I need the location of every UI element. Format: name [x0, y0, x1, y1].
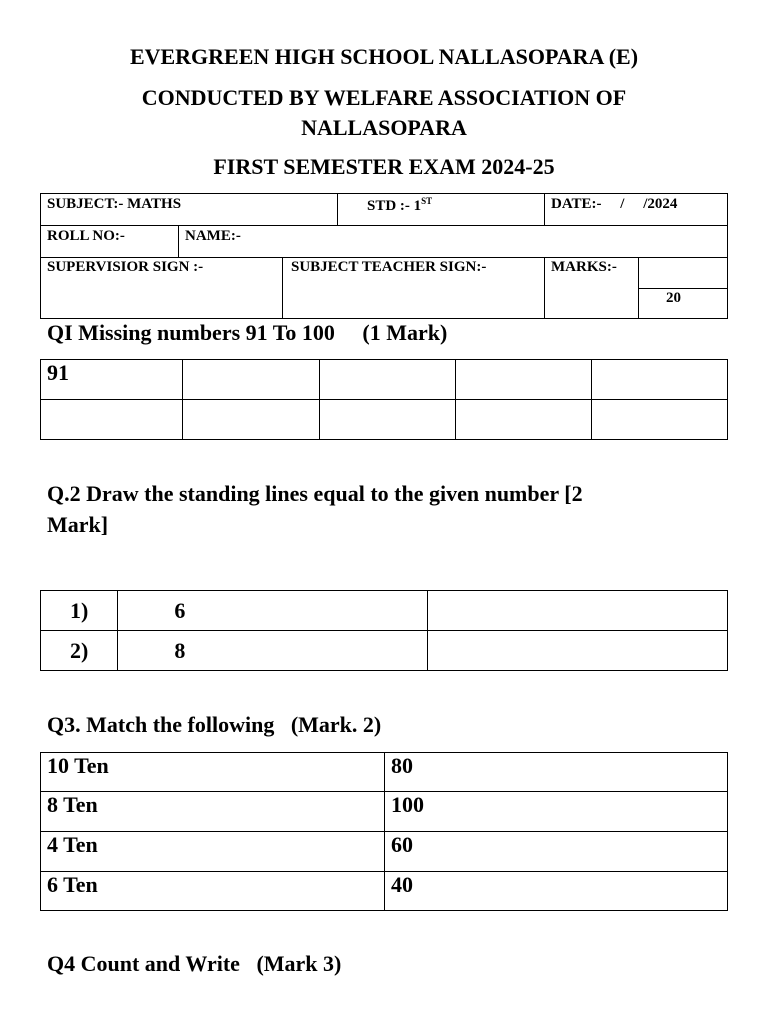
- q1-cell: [592, 400, 728, 440]
- q2-title-line2: Mark]: [47, 512, 109, 537]
- std-field: STD :- 1ST: [367, 196, 433, 214]
- q2-answer-cell: [427, 631, 727, 671]
- q2-row-number: 1): [41, 591, 118, 631]
- q1-cell: [183, 360, 320, 400]
- q1-cell: 91: [41, 360, 183, 400]
- q2-answer-cell: [427, 591, 727, 631]
- q3-right-item: 100: [385, 792, 728, 832]
- q1-cell: [592, 360, 728, 400]
- q2-row-number: 2): [41, 631, 118, 671]
- q3-right-item: 40: [385, 872, 728, 911]
- q3-left-item: 6 Ten: [41, 872, 385, 911]
- q1-title: QI Missing numbers 91 To 100 (1 Mark): [47, 320, 448, 345]
- marks-label: MARKS:-: [551, 259, 617, 275]
- subject-field: SUBJECT:- MATHS: [47, 196, 182, 212]
- q2-row-value: 6: [118, 591, 428, 631]
- q3-right-item: 60: [385, 832, 728, 872]
- conducted-by-line1: CONDUCTED BY WELFARE ASSOCIATION OF: [141, 85, 627, 110]
- q4-title: Q4 Count and Write (Mark 3): [47, 951, 342, 976]
- q1-cell: [319, 400, 455, 440]
- total-marks: 20: [666, 290, 681, 306]
- q1-cell: [319, 360, 455, 400]
- name-field: NAME:-: [185, 228, 241, 244]
- q1-cell: [455, 400, 592, 440]
- table-row: [41, 753, 728, 792]
- q3-left-item: 4 Ten: [41, 832, 385, 872]
- roll-no-field: ROLL NO:-: [47, 228, 125, 244]
- q1-grid: [40, 359, 728, 440]
- q1-cell: [41, 400, 183, 440]
- q3-table: [40, 752, 728, 911]
- q1-cell: [455, 360, 592, 400]
- table-row: [41, 792, 728, 832]
- teacher-sign-field: SUBJECT TEACHER SIGN:-: [291, 259, 487, 275]
- q3-title: Q3. Match the following (Mark. 2): [47, 712, 382, 737]
- q2-table: [40, 590, 728, 671]
- school-name: EVERGREEN HIGH SCHOOL NALLASOPARA (E): [129, 44, 639, 69]
- date-field: DATE:- / /2024: [551, 196, 678, 212]
- table-row: [41, 591, 728, 631]
- info-table: [40, 193, 728, 319]
- exam-title: FIRST SEMESTER EXAM 2024-25: [213, 154, 555, 179]
- supervisor-sign-field: SUPERVISIOR SIGN :-: [47, 259, 204, 275]
- q3-left-item: 8 Ten: [41, 792, 385, 832]
- q3-right-item: 80: [385, 753, 728, 792]
- conducted-by-line2: NALLASOPARA: [301, 115, 467, 140]
- table-row: [41, 832, 728, 872]
- table-row: [41, 631, 728, 671]
- q2-row-value: 8: [118, 631, 428, 671]
- q3-left-item: 10 Ten: [41, 753, 385, 792]
- q2-title-line1: Q.2 Draw the standing lines equal to the given number [2: [47, 481, 583, 506]
- table-row: [41, 872, 728, 911]
- q1-cell: [183, 400, 320, 440]
